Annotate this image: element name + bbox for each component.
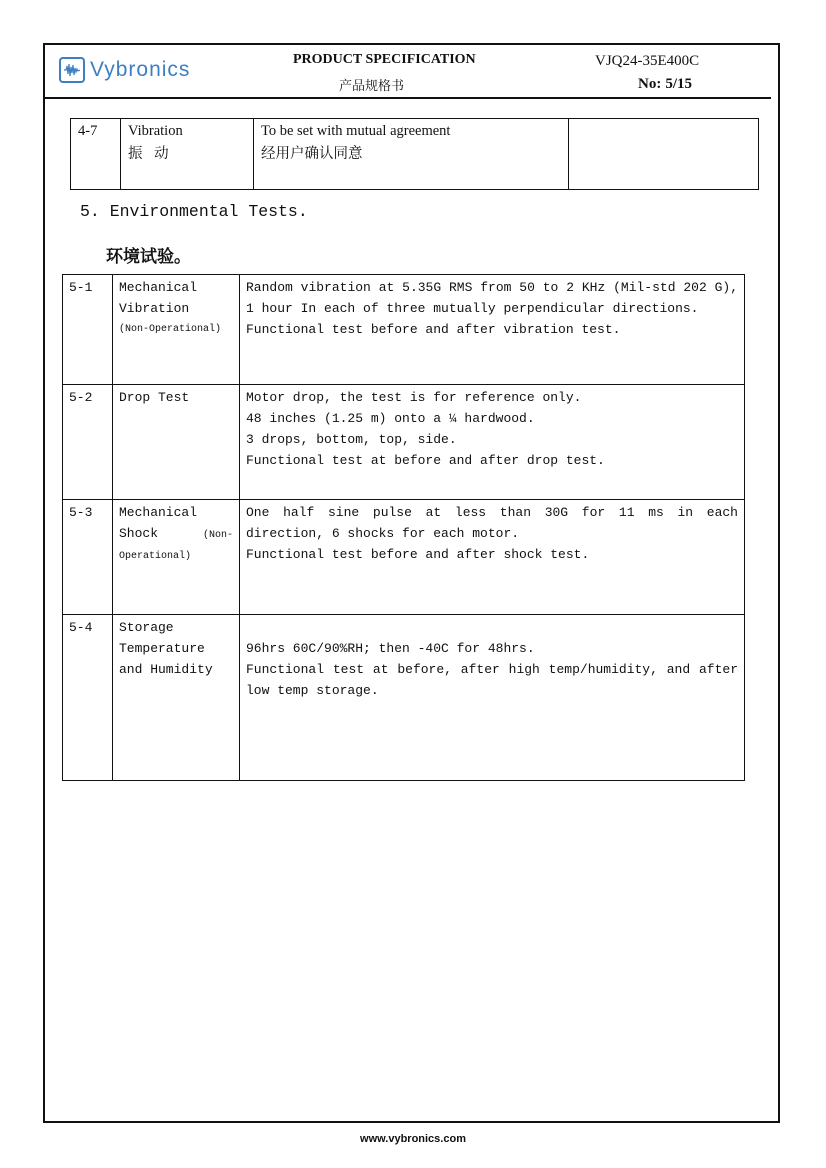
page-header [45, 45, 778, 97]
footer-url: www.vybronics.com [360, 1133, 466, 1145]
test-item-note: (Non-Operational) [119, 324, 222, 335]
test-description-cell [240, 615, 745, 781]
document-title: PRODUCT SPECIFICATION [293, 52, 476, 67]
test-number: 5-1 [63, 275, 113, 385]
test-description-extra: Functional test before and after shock test. [246, 547, 590, 562]
test-description-line: 48 inches (1.25 m) onto a ¼ hardwood. [246, 411, 535, 426]
row-number: 4-7 [71, 119, 121, 190]
test-description: Functional test at before, after high temp/humidity, and after low temp storage. [246, 662, 738, 698]
test-description-cell [240, 500, 745, 615]
waveform-icon [59, 57, 85, 83]
table-row [71, 119, 759, 190]
header-divider [45, 97, 771, 99]
test-description-line: 96hrs 60C/90%RH; then -40C for 48hrs. [246, 641, 535, 656]
test-item-cell [113, 385, 240, 500]
model-number: VJQ24-35E400C [595, 53, 700, 69]
test-item-line: Mechanical [119, 280, 198, 295]
vybronics-logo [59, 57, 190, 83]
test-item-cell [113, 500, 240, 615]
table-row [63, 275, 745, 385]
test-item-line: Mechanical [119, 505, 198, 520]
test-item-line: Shock [119, 526, 159, 541]
table-row [63, 500, 745, 615]
test-item-line: Vibration [119, 301, 190, 316]
description: To be set with mutual agreement [261, 123, 451, 139]
item-name: Vibration [128, 123, 183, 139]
section-title-cn: 环境试验。 [106, 247, 191, 266]
page-number-label: No: [638, 76, 662, 92]
item-cell [121, 119, 254, 190]
table-row [63, 615, 745, 781]
test-description-line: Motor drop, the test is for reference only. [246, 390, 582, 405]
section-title: 5. Environmental Tests. [80, 202, 308, 221]
test-description-line: 3 drops, bottom, top, side. [246, 432, 457, 447]
test-description: One half sine pulse at less than 30G for 11 ms in each direction, 6 shocks for each motor. [246, 505, 738, 541]
page-number-value: 5/15 [665, 76, 692, 92]
test-item-line: and Humidity [119, 662, 213, 677]
test-item-cell [113, 275, 240, 385]
test-item-note: (Non- [202, 530, 233, 541]
test-item-cell [113, 615, 240, 781]
test-item-note: Operational) [119, 551, 192, 562]
test-item-line: Drop Test [119, 390, 190, 405]
test-description-cell [240, 275, 745, 385]
remark-cell [569, 119, 759, 190]
description-cell [254, 119, 569, 190]
document-title-cn: 产品规格书 [339, 78, 405, 93]
logo-text: Vybronics [90, 58, 191, 81]
test-description: Random vibration at 5.35G RMS from 50 to 2 KHz (Mil-std 202 G), 1 hour In each of three mutually perpendicular directions. [246, 280, 738, 316]
vibration-spec-table [70, 118, 759, 190]
test-number: 5-3 [63, 500, 113, 615]
test-number: 5-4 [63, 615, 113, 781]
test-description-extra: Functional test before and after vibration test. [246, 322, 621, 337]
page-number [638, 76, 692, 93]
test-description-cell [240, 385, 745, 500]
description-cn: 经用户确认同意 [261, 146, 363, 162]
table-row [63, 385, 745, 500]
test-item-line: Temperature [119, 641, 205, 656]
test-item-line: Storage [119, 620, 174, 635]
test-number: 5-2 [63, 385, 113, 500]
test-description-line: Functional test at before and after drop test. [246, 453, 605, 468]
environmental-tests-table [62, 274, 745, 781]
item-name-cn: 振 动 [128, 146, 173, 162]
